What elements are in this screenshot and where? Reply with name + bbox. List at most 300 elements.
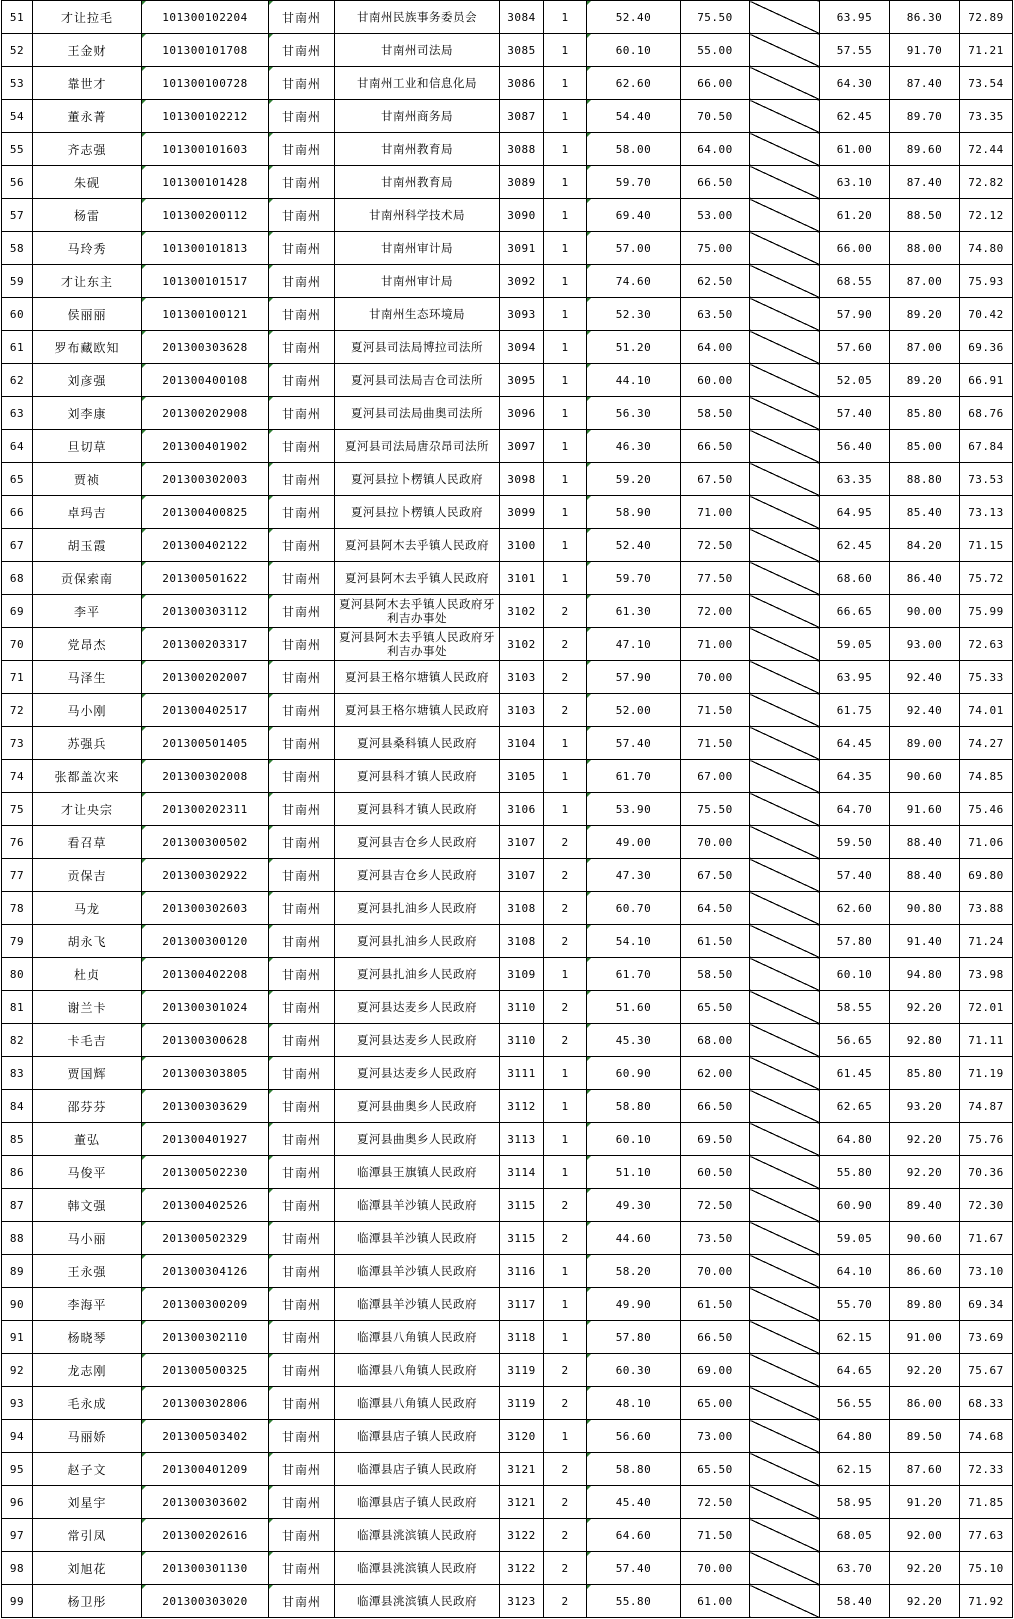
exam-id-cell: 201300402122 [142,529,269,562]
candidate-name-cell: 毛永成 [33,1387,142,1420]
candidate-name-cell: 朱砚 [33,166,142,199]
region-cell: 甘南州 [269,595,335,628]
written-score-cell: 49.90 [587,1288,681,1321]
written-combined-cell: 61.75 [820,694,890,727]
candidate-name-cell: 刘星宇 [33,1486,142,1519]
empty-slash-cell [750,991,820,1024]
empty-slash-cell [750,595,820,628]
exam-id-cell: 201300300120 [142,925,269,958]
professional-score-cell: 58.50 [681,958,750,991]
interview-score-cell: 91.60 [890,793,960,826]
interview-score-cell: 88.50 [890,199,960,232]
candidate-name-cell: 邵芬芬 [33,1090,142,1123]
employer-cell: 临潭县洮滨镇人民政府 [335,1519,500,1552]
professional-score-cell: 70.00 [681,826,750,859]
written-score-cell: 57.80 [587,1321,681,1354]
written-combined-cell: 64.35 [820,760,890,793]
written-combined-cell: 57.80 [820,925,890,958]
candidate-name-cell: 马小丽 [33,1222,142,1255]
written-combined-cell: 57.55 [820,34,890,67]
exam-id-cell: 201300300628 [142,1024,269,1057]
total-score-cell: 68.33 [960,1387,1013,1420]
table-row [2,67,1013,100]
interview-score-cell: 89.00 [890,727,960,760]
written-combined-cell: 58.40 [820,1585,890,1618]
region-cell: 甘南州 [269,562,335,595]
employer-cell: 夏河县阿木去乎镇人民政府 [335,529,500,562]
written-combined-cell: 57.40 [820,859,890,892]
total-score-cell: 75.67 [960,1354,1013,1387]
written-score-cell: 57.40 [587,727,681,760]
written-combined-cell: 61.45 [820,1057,890,1090]
empty-slash-cell [750,496,820,529]
region-cell: 甘南州 [269,1255,335,1288]
employer-cell: 夏河县吉仓乡人民政府 [335,826,500,859]
professional-score-cell: 60.50 [681,1156,750,1189]
region-cell: 甘南州 [269,694,335,727]
position-code-cell: 3107 [500,859,544,892]
table-row [2,1189,1013,1222]
candidate-name-cell: 才让拉毛 [33,1,142,34]
table-row [2,232,1013,265]
employer-cell: 夏河县拉卜楞镇人民政府 [335,463,500,496]
position-code-cell: 3095 [500,364,544,397]
exam-id-cell: 201300202616 [142,1519,269,1552]
quota-cell: 2 [544,628,587,661]
total-score-cell: 77.63 [960,1519,1013,1552]
professional-score-cell: 65.00 [681,1387,750,1420]
candidate-name-cell: 董弘 [33,1123,142,1156]
position-code-cell: 3117 [500,1288,544,1321]
employer-cell: 夏河县曲奥乡人民政府 [335,1090,500,1123]
written-combined-cell: 62.15 [820,1453,890,1486]
row-number-cell: 85 [2,1123,33,1156]
empty-slash-cell [750,298,820,331]
professional-score-cell: 71.50 [681,727,750,760]
exam-id-cell: 201300501405 [142,727,269,760]
exam-id-cell: 201300401902 [142,430,269,463]
row-number-cell: 62 [2,364,33,397]
candidate-name-cell: 常引凤 [33,1519,142,1552]
employer-cell: 临潭县羊沙镇人民政府 [335,1222,500,1255]
region-cell: 甘南州 [269,628,335,661]
interview-score-cell: 92.20 [890,1156,960,1189]
region-cell: 甘南州 [269,1387,335,1420]
exam-id-cell: 201300402208 [142,958,269,991]
empty-slash-cell [750,1255,820,1288]
written-combined-cell: 64.30 [820,67,890,100]
row-number-cell: 58 [2,232,33,265]
written-score-cell: 56.30 [587,397,681,430]
employer-cell: 临潭县店子镇人民政府 [335,1486,500,1519]
quota-cell: 2 [544,1519,587,1552]
row-number-cell: 96 [2,1486,33,1519]
region-cell: 甘南州 [269,430,335,463]
region-cell: 甘南州 [269,265,335,298]
professional-score-cell: 66.50 [681,1321,750,1354]
employer-cell: 临潭县店子镇人民政府 [335,1420,500,1453]
region-cell: 甘南州 [269,463,335,496]
empty-slash-cell [750,232,820,265]
interview-score-cell: 88.00 [890,232,960,265]
total-score-cell: 71.06 [960,826,1013,859]
employer-cell: 夏河县科才镇人民政府 [335,760,500,793]
written-score-cell: 46.30 [587,430,681,463]
written-combined-cell: 66.65 [820,595,890,628]
candidate-name-cell: 李平 [33,595,142,628]
written-score-cell: 52.30 [587,298,681,331]
interview-score-cell: 88.40 [890,826,960,859]
total-score-cell: 73.53 [960,463,1013,496]
empty-slash-cell [750,1585,820,1618]
position-code-cell: 3105 [500,760,544,793]
empty-slash-cell [750,1057,820,1090]
exam-id-cell: 201300302922 [142,859,269,892]
total-score-cell: 71.15 [960,529,1013,562]
position-code-cell: 3094 [500,331,544,364]
written-combined-cell: 59.50 [820,826,890,859]
row-number-cell: 53 [2,67,33,100]
written-combined-cell: 56.55 [820,1387,890,1420]
professional-score-cell: 66.00 [681,67,750,100]
professional-score-cell: 64.00 [681,331,750,364]
row-number-cell: 89 [2,1255,33,1288]
position-code-cell: 3123 [500,1585,544,1618]
row-number-cell: 80 [2,958,33,991]
candidate-name-cell: 刘旭花 [33,1552,142,1585]
empty-slash-cell [750,364,820,397]
candidate-name-cell: 龙志刚 [33,1354,142,1387]
row-number-cell: 61 [2,331,33,364]
empty-slash-cell [750,1387,820,1420]
position-code-cell: 3121 [500,1453,544,1486]
quota-cell: 2 [544,661,587,694]
employer-cell: 甘南州审计局 [335,265,500,298]
candidate-name-cell: 杨晓琴 [33,1321,142,1354]
professional-score-cell: 66.50 [681,166,750,199]
written-score-cell: 59.20 [587,463,681,496]
written-combined-cell: 63.35 [820,463,890,496]
professional-score-cell: 67.50 [681,463,750,496]
written-score-cell: 45.40 [587,1486,681,1519]
empty-slash-cell [750,727,820,760]
region-cell: 甘南州 [269,1024,335,1057]
interview-score-cell: 87.60 [890,1453,960,1486]
interview-score-cell: 88.80 [890,463,960,496]
quota-cell: 1 [544,100,587,133]
region-cell: 甘南州 [269,34,335,67]
employer-cell: 临潭县羊沙镇人民政府 [335,1189,500,1222]
employer-cell: 夏河县达麦乡人民政府 [335,991,500,1024]
exam-id-cell: 201300202311 [142,793,269,826]
exam-id-cell: 201300402526 [142,1189,269,1222]
written-score-cell: 60.10 [587,1123,681,1156]
total-score-cell: 75.72 [960,562,1013,595]
exam-id-cell: 201300202007 [142,661,269,694]
written-combined-cell: 59.05 [820,1222,890,1255]
table-row [2,595,1013,628]
candidate-name-cell: 韩文强 [33,1189,142,1222]
interview-score-cell: 89.70 [890,100,960,133]
position-code-cell: 3089 [500,166,544,199]
empty-slash-cell [750,1,820,34]
empty-slash-cell [750,661,820,694]
quota-cell: 1 [544,562,587,595]
employer-cell: 夏河县司法局曲奥司法所 [335,397,500,430]
position-code-cell: 3097 [500,430,544,463]
table-row [2,331,1013,364]
candidate-name-cell: 刘彦强 [33,364,142,397]
empty-slash-cell [750,100,820,133]
table-row [2,1090,1013,1123]
region-cell: 甘南州 [269,1057,335,1090]
written-combined-cell: 59.05 [820,628,890,661]
empty-slash-cell [750,562,820,595]
professional-score-cell: 72.50 [681,529,750,562]
total-score-cell: 69.80 [960,859,1013,892]
empty-slash-cell [750,628,820,661]
table-row [2,1024,1013,1057]
quota-cell: 1 [544,1123,587,1156]
written-score-cell: 47.10 [587,628,681,661]
region-cell: 甘南州 [269,1552,335,1585]
position-code-cell: 3121 [500,1486,544,1519]
exam-id-cell: 201300400825 [142,496,269,529]
row-number-cell: 78 [2,892,33,925]
position-code-cell: 3102 [500,628,544,661]
interview-score-cell: 93.20 [890,1090,960,1123]
position-code-cell: 3109 [500,958,544,991]
total-score-cell: 71.21 [960,34,1013,67]
total-score-cell: 73.10 [960,1255,1013,1288]
candidate-name-cell: 才让央宗 [33,793,142,826]
table-row [2,760,1013,793]
interview-score-cell: 89.60 [890,133,960,166]
candidate-name-cell: 苏强兵 [33,727,142,760]
interview-score-cell: 92.00 [890,1519,960,1552]
quota-cell: 2 [544,1387,587,1420]
total-score-cell: 71.85 [960,1486,1013,1519]
interview-score-cell: 92.20 [890,1123,960,1156]
total-score-cell: 75.46 [960,793,1013,826]
candidate-name-cell: 贡保索南 [33,562,142,595]
exam-id-cell: 201300303112 [142,595,269,628]
empty-slash-cell [750,430,820,463]
employer-cell: 甘南州司法局 [335,34,500,67]
employer-cell: 夏河县达麦乡人民政府 [335,1057,500,1090]
interview-score-cell: 92.20 [890,991,960,1024]
total-score-cell: 69.34 [960,1288,1013,1321]
empty-slash-cell [750,859,820,892]
interview-score-cell: 87.00 [890,265,960,298]
written-combined-cell: 64.65 [820,1354,890,1387]
total-score-cell: 69.36 [960,331,1013,364]
professional-score-cell: 73.00 [681,1420,750,1453]
total-score-cell: 67.84 [960,430,1013,463]
row-number-cell: 90 [2,1288,33,1321]
table-row [2,1222,1013,1255]
total-score-cell: 68.76 [960,397,1013,430]
candidate-name-cell: 卡毛吉 [33,1024,142,1057]
table-row [2,1255,1013,1288]
total-score-cell: 73.54 [960,67,1013,100]
quota-cell: 1 [544,1321,587,1354]
exam-id-cell: 201300303805 [142,1057,269,1090]
candidate-name-cell: 马丽娇 [33,1420,142,1453]
position-code-cell: 3111 [500,1057,544,1090]
professional-score-cell: 58.50 [681,397,750,430]
employer-cell: 夏河县阿木去乎镇人民政府牙利吉办事处 [335,595,500,628]
employer-cell: 临潭县八角镇人民政府 [335,1387,500,1420]
total-score-cell: 72.12 [960,199,1013,232]
empty-slash-cell [750,67,820,100]
exam-id-cell: 101300100728 [142,67,269,100]
table-row [2,694,1013,727]
position-code-cell: 3115 [500,1189,544,1222]
total-score-cell: 73.69 [960,1321,1013,1354]
region-cell: 甘南州 [269,760,335,793]
region-cell: 甘南州 [269,1288,335,1321]
employer-cell: 临潭县店子镇人民政府 [335,1453,500,1486]
row-number-cell: 99 [2,1585,33,1618]
quota-cell: 1 [544,133,587,166]
interview-score-cell: 88.40 [890,859,960,892]
table-row [2,1321,1013,1354]
written-score-cell: 48.10 [587,1387,681,1420]
quota-cell: 2 [544,859,587,892]
written-score-cell: 62.60 [587,67,681,100]
quota-cell: 1 [544,529,587,562]
quota-cell: 1 [544,331,587,364]
exam-id-cell: 201300503402 [142,1420,269,1453]
professional-score-cell: 64.50 [681,892,750,925]
row-number-cell: 75 [2,793,33,826]
table-row [2,265,1013,298]
professional-score-cell: 67.50 [681,859,750,892]
position-code-cell: 3092 [500,265,544,298]
empty-slash-cell [750,34,820,67]
exam-id-cell: 201300401927 [142,1123,269,1156]
empty-slash-cell [750,166,820,199]
quota-cell: 1 [544,1156,587,1189]
total-score-cell: 72.89 [960,1,1013,34]
interview-score-cell: 92.20 [890,1585,960,1618]
professional-score-cell: 77.50 [681,562,750,595]
table-row [2,958,1013,991]
professional-score-cell: 62.50 [681,265,750,298]
row-number-cell: 97 [2,1519,33,1552]
empty-slash-cell [750,1321,820,1354]
table-row [2,1519,1013,1552]
table-row [2,892,1013,925]
interview-score-cell: 89.20 [890,364,960,397]
quota-cell: 1 [544,1420,587,1453]
row-number-cell: 66 [2,496,33,529]
row-number-cell: 76 [2,826,33,859]
empty-slash-cell [750,925,820,958]
professional-score-cell: 67.00 [681,760,750,793]
candidate-name-cell: 马龙 [33,892,142,925]
exam-id-cell: 201300202908 [142,397,269,430]
written-score-cell: 58.90 [587,496,681,529]
row-number-cell: 88 [2,1222,33,1255]
quota-cell: 2 [544,1024,587,1057]
candidate-name-cell: 贾国辉 [33,1057,142,1090]
written-combined-cell: 61.00 [820,133,890,166]
professional-score-cell: 66.50 [681,1090,750,1123]
region-cell: 甘南州 [269,232,335,265]
empty-slash-cell [750,1453,820,1486]
written-score-cell: 44.10 [587,364,681,397]
region-cell: 甘南州 [269,166,335,199]
candidate-name-cell: 赵子文 [33,1453,142,1486]
employer-cell: 夏河县司法局博拉司法所 [335,331,500,364]
written-combined-cell: 57.60 [820,331,890,364]
region-cell: 甘南州 [269,1222,335,1255]
professional-score-cell: 63.50 [681,298,750,331]
row-number-cell: 55 [2,133,33,166]
exam-id-cell: 101300102212 [142,100,269,133]
written-score-cell: 56.60 [587,1420,681,1453]
written-score-cell: 61.70 [587,958,681,991]
empty-slash-cell [750,1354,820,1387]
written-combined-cell: 62.45 [820,100,890,133]
quota-cell: 1 [544,34,587,67]
quota-cell: 1 [544,166,587,199]
professional-score-cell: 73.50 [681,1222,750,1255]
table-row [2,925,1013,958]
position-code-cell: 3099 [500,496,544,529]
position-code-cell: 3101 [500,562,544,595]
written-score-cell: 60.70 [587,892,681,925]
written-score-cell: 61.70 [587,760,681,793]
written-combined-cell: 60.90 [820,1189,890,1222]
employer-cell: 夏河县阿木去乎镇人民政府 [335,562,500,595]
professional-score-cell: 68.00 [681,1024,750,1057]
interview-score-cell: 91.70 [890,34,960,67]
employer-cell: 夏河县桑科镇人民政府 [335,727,500,760]
employer-cell: 夏河县扎油乡人民政府 [335,892,500,925]
empty-slash-cell [750,760,820,793]
professional-score-cell: 72.50 [681,1486,750,1519]
exam-id-cell: 201300203317 [142,628,269,661]
row-number-cell: 69 [2,595,33,628]
interview-score-cell: 87.40 [890,67,960,100]
quota-cell: 1 [544,1288,587,1321]
employer-cell: 夏河县扎油乡人民政府 [335,925,500,958]
interview-score-cell: 92.40 [890,694,960,727]
position-code-cell: 3093 [500,298,544,331]
exam-id-cell: 201300303628 [142,331,269,364]
written-score-cell: 55.80 [587,1585,681,1618]
employer-cell: 夏河县司法局唐尕昂司法所 [335,430,500,463]
position-code-cell: 3102 [500,595,544,628]
professional-score-cell: 70.00 [681,661,750,694]
total-score-cell: 74.80 [960,232,1013,265]
written-combined-cell: 58.95 [820,1486,890,1519]
candidate-name-cell: 李海平 [33,1288,142,1321]
employer-cell: 甘南州工业和信息化局 [335,67,500,100]
professional-score-cell: 71.50 [681,694,750,727]
quota-cell: 1 [544,430,587,463]
candidate-name-cell: 谢兰卡 [33,991,142,1024]
total-score-cell: 72.01 [960,991,1013,1024]
interview-score-cell: 89.50 [890,1420,960,1453]
candidate-name-cell: 王永强 [33,1255,142,1288]
position-code-cell: 3091 [500,232,544,265]
professional-score-cell: 53.00 [681,199,750,232]
written-combined-cell: 58.55 [820,991,890,1024]
